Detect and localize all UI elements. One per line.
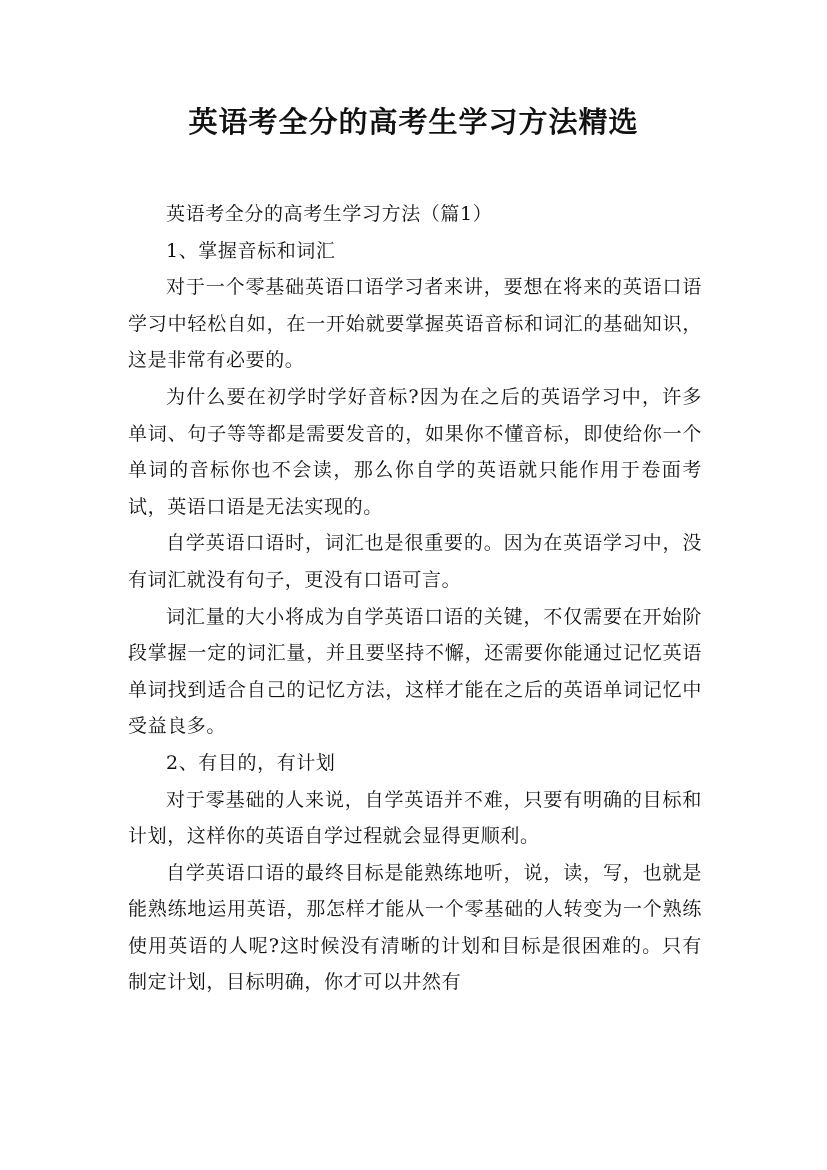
paragraph: 为什么要在初学时学好音标?因为在之后的英语学习中，许多单词、句子等等都是需要发音的，如果你不懂音标，即使给你一个单词的音标你也不会读，那么你自学的英语就只能作用于卷面考试，英语口语是无法实现的。 xyxy=(128,385,702,518)
subheading-2: 2、有目的，有计划 xyxy=(166,751,336,774)
document-title: 英语考全分的高考生学习方法精选 xyxy=(188,105,639,139)
paragraph: 词汇量的大小将成为自学英语口语的关键，不仅需要在开始阶段掌握一定的词汇量，并且要坚持不懈，还需要你能通过记忆英语单词找到适合自己的记忆方法，这样才能在之后的英语单词记忆中受益良多。 xyxy=(128,605,702,738)
paragraph: 自学英语口语的最终目标是能熟练地听，说，读，写，也就是能熟练地运用英语，那怎样才能从一个零基础的人转变为一个熟练使用英语的人呢?这时候没有清晰的计划和目标是很困难的。只有制定计划，目标明确，你才可以井然有 xyxy=(128,861,702,994)
paragraph: 对于零基础的人来说，自学英语并不难，只要有明确的目标和计划，这样你的英语自学过程就会显得更顺利。 xyxy=(128,788,702,848)
paragraph: 自学英语口语时，词汇也是很重要的。因为在英语学习中，没有词汇就没有句子，更没有口语可言。 xyxy=(128,532,702,591)
section-heading: 英语考全分的高考生学习方法（篇1） xyxy=(166,203,493,225)
subheading-1: 1、掌握音标和词汇 xyxy=(166,239,336,262)
document-body xyxy=(128,196,702,1001)
paragraph: 对于一个零基础英语口语学习者来讲，要想在将来的英语口语学习中轻松自如，在一开始就要掌握英语音标和词汇的基础知识，这是非常有必要的。 xyxy=(128,276,702,372)
